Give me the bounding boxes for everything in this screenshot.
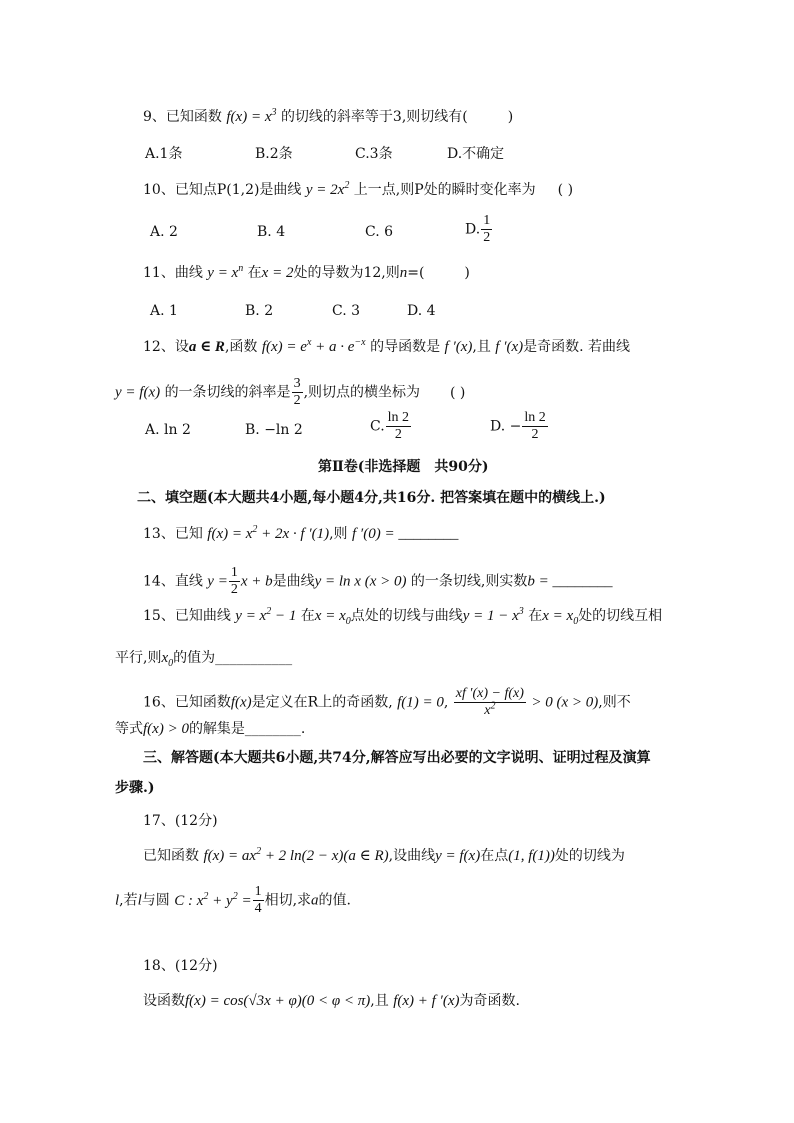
q16-stem: 16、已知函数f(x)是定义在R上的奇函数, f(1) = 0, $\frac{xf '(x) - f(x)}{x^2}$ > 0 (x > 0),则不 <box>143 686 631 718</box>
q9-option-d: D.不确定 <box>447 146 505 162</box>
q18-stem: 设函数f(x) = cos(√3x + φ)(0 < φ < π),且 f(x) + f ′(x)为奇函数. <box>143 993 520 1009</box>
q9-option-c: C.3条 <box>355 146 393 162</box>
q13-answer-blank: f ′(0) = ________ <box>352 526 459 542</box>
q12-stem: 12、设a ∈ R,函数 $f(x) = e^x + a \cdot e^{-x}$ 的导函数是 f ′(x),且 f ′(x)是奇函数. 若曲线 <box>143 337 631 355</box>
q15-stem-line2: 平行,则$x_0$的值为___________ <box>115 650 293 669</box>
q9-option-b: B.2条 <box>255 146 293 162</box>
q12-option-a: A. ln 2 <box>145 422 191 438</box>
q11-option-d: D. 4 <box>407 303 436 319</box>
q10-curve: $y = 2x^2$ <box>305 180 350 198</box>
section3-heading-cont: 步骤.) <box>115 780 155 796</box>
q17-header: 17、(12分) <box>143 813 218 829</box>
q17-stem-line2: l,若l与圆 C : $x^2 + y^2$ = $\frac{1}{4}$ 相切,求a的值. <box>115 884 351 916</box>
section3-heading: 三、解答题(本大题共6小题,共74分,解答应写出必要的文字说明、证明过程及演算 <box>143 750 651 766</box>
q16-stem-line2: 等式f(x) > 0的解集是________. <box>115 721 306 737</box>
q12-option-d: D. − $\frac{\ln 2}{2}$ <box>490 410 546 442</box>
q9-function: $f(x) = x^3$ <box>226 107 277 125</box>
q16-answer-blank: 的解集是________. <box>188 721 306 737</box>
q14-stem: 14、直线 y = $\frac{1}{2}$ x + b是曲线y = ln x (x > 0) 的一条切线,则实数b = ________ <box>143 565 613 597</box>
q18-header: 18、(12分) <box>143 958 218 974</box>
q15-answer-blank: 的值为___________ <box>173 650 293 666</box>
q10-option-d: D. $\frac{1}{2}$ <box>465 213 491 245</box>
q11-option-a: A. 1 <box>150 303 178 319</box>
q12-stem-line2: y = f(x) 的一条切线的斜率是 $\frac{3}{2}$ ,则切点的横坐标为 ( ) <box>115 376 466 408</box>
q13-stem: 13、已知 $f(x) = x^2 + 2x \cdot f$ ′(1),则 f ′(0) = ________ <box>143 524 459 542</box>
q9-option-a: A.1条 <box>145 146 183 162</box>
q12-option-b: B. −ln 2 <box>245 422 303 438</box>
q12-option-c: C. $\frac{\ln 2}{2}$ <box>370 410 410 442</box>
q9-stem: 9、已知函数 $f(x) = x^3$ 的切线的斜率等于3,则切线有( ) <box>143 107 514 125</box>
part2-title: 第Ⅱ卷(非选择题 共90分) <box>318 459 489 475</box>
q11-stem: 11、曲线 $y = x^n$ 在x = 2处的导数为12,则n=( ) <box>143 263 470 281</box>
q10-option-c: C. 6 <box>365 224 394 240</box>
q15-stem: 15、已知曲线 $y = x^2 - 1$ 在$x = x_0$点处的切线与曲线$y = 1 - x^3$ 在$x = x_0$处的切线互相 <box>143 606 663 627</box>
q14-answer-blank: b = ________ <box>527 573 613 590</box>
q10-option-b: B. 4 <box>257 224 286 240</box>
q10-option-a: A. 2 <box>150 224 178 240</box>
section2-heading: 二、填空题(本大题共4小题,每小题4分,共16分. 把答案填在题中的横线上.) <box>137 490 606 506</box>
q11-option-b: B. 2 <box>245 303 274 319</box>
q9-number: 9、 <box>143 109 166 125</box>
q11-option-c: C. 3 <box>332 303 361 319</box>
q17-stem: 已知函数 $f(x) = ax^2 + 2$ ln(2 − x)(a ∈ R),设曲线y = f(x)在点(1, f(1))处的切线为 <box>143 846 625 864</box>
q10-stem: 10、已知点P(1,2)是曲线 $y = 2x^2$ 上一点,则P处的瞬时变化率为 ( ) <box>143 180 574 198</box>
